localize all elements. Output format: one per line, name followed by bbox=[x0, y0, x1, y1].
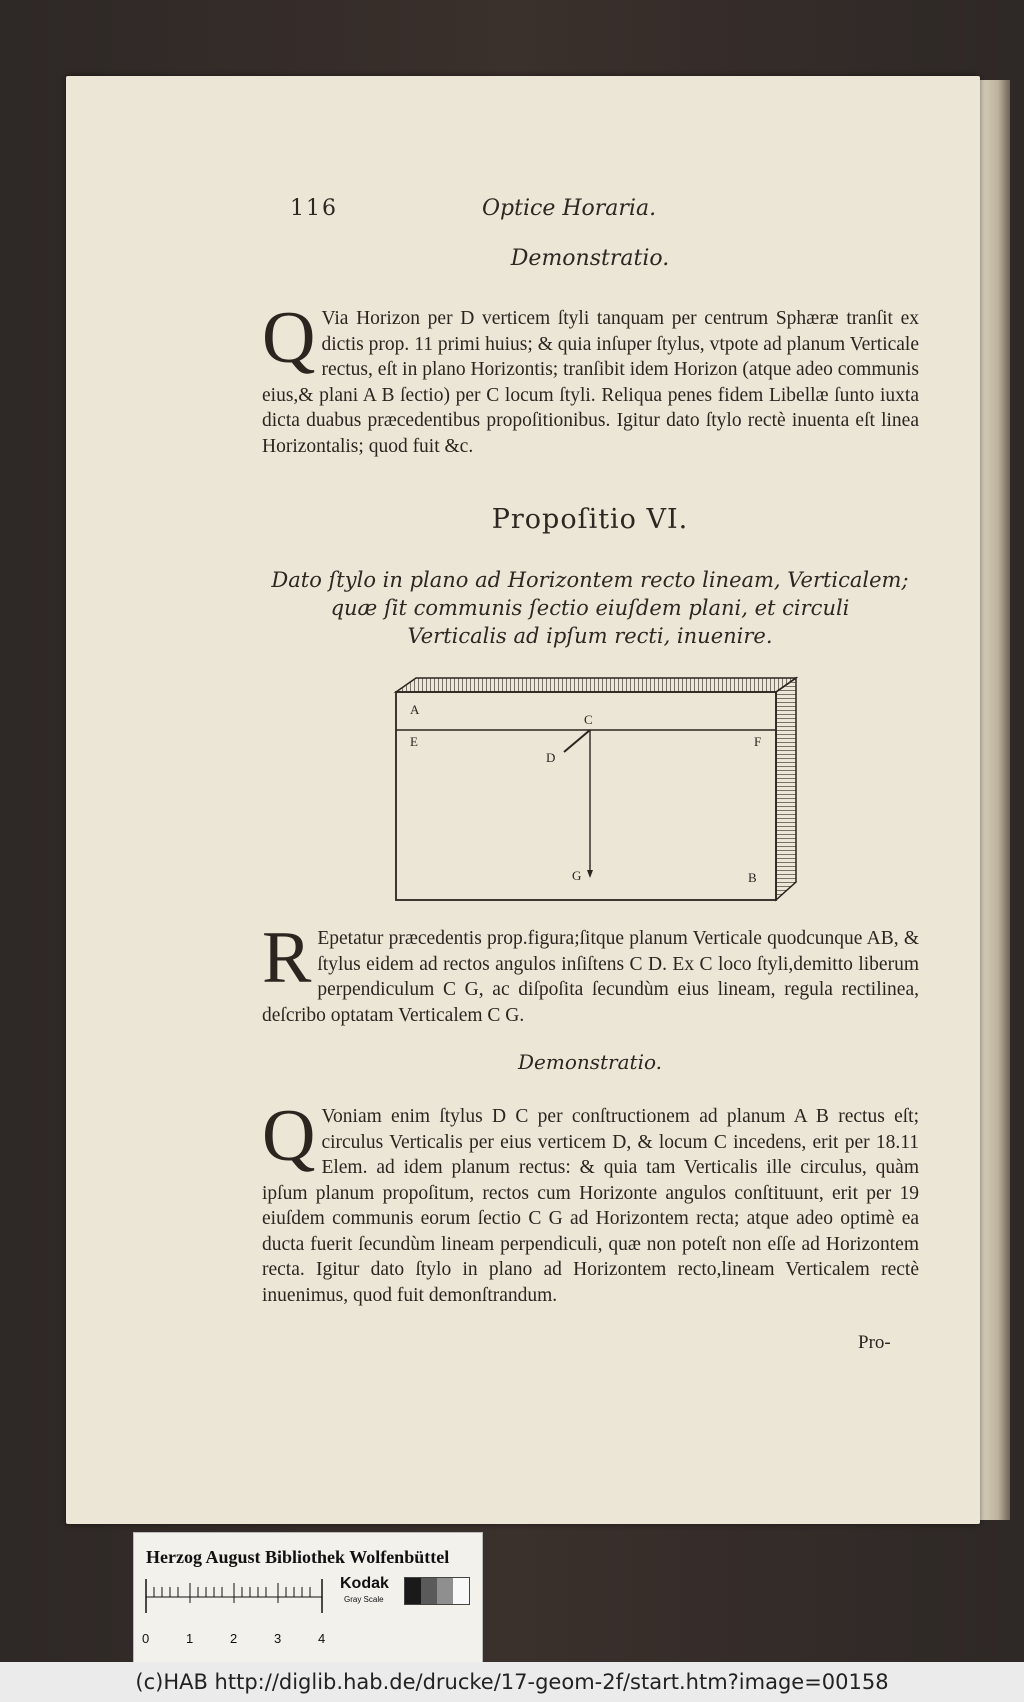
geometric-figure bbox=[390, 674, 810, 906]
proposition-enunciation bbox=[260, 566, 920, 650]
paragraph-text: Voniam enim ſtylus D C per conſtructionem ad planum A B rectus eſt; circulus Verticalis per eius verticem D, & locum C incedens, erit per 18.11 Elem. ad idem planum rectus: & quia tam Verticalis ille circulus, quàm ipſum planum propoſitum, rectos cum Horizonte angulos conſtituunt, erit per 19 eiuſdem communis eorum ſectio C G ad Horizontem recta; atque adeo optimè ea ducta fuerit ſecundùm lineam perpendiculi, quæ non poteſt non eſſe ad Horizontem recta. Igitur dato ſtylo in plano ad Horizontem recto,lineam Verticalem rectè inuenimus, quod fuit demonſtrandum. bbox=[262, 1106, 919, 1306]
ruler-tick: 4 bbox=[318, 1631, 326, 1646]
library-name: Herzog August Bibliothek Wolfenbüttel bbox=[146, 1547, 450, 1567]
ruler bbox=[144, 1577, 324, 1627]
paragraph-text: Epetatur præcedentis prop.figura;ſitque planum Verticale quodcunque AB, & ſtylus eidem ad rectos angulos inſiſtens C D. Ex C loco ſtyli,demitto liberum perpendiculum C G, ac diſpoſita ſecundùm eius lineam, regula rectilinea, deſcribo optatam Verticalem C G. bbox=[262, 928, 919, 1026]
constructio-paragraph bbox=[262, 917, 919, 1028]
enunciation-line: quæ ſit communis ſectio eiuſdem plani, et circuli bbox=[330, 596, 850, 620]
demonstratio-heading-1: Demonstratio. bbox=[510, 246, 670, 271]
copyright-footer: (c)HAB http://diglib.hab.de/drucke/17-geom-2f/start.htm?image=00158 bbox=[0, 1662, 1024, 1702]
page-number: 116 bbox=[290, 196, 338, 221]
demonstratio-paragraph-1 bbox=[262, 297, 919, 459]
demonstratio-heading-2: Demonstratio. bbox=[517, 1050, 663, 1074]
label-d: D bbox=[546, 750, 556, 765]
enunciation-line: Dato ſtylo in plano ad Horizontem recto lineam, Verticalem; bbox=[271, 568, 909, 592]
plane-side-edge bbox=[776, 678, 796, 900]
drop-cap: Q bbox=[262, 1095, 316, 1177]
label-e: E bbox=[410, 734, 418, 749]
label-b: B bbox=[748, 870, 757, 885]
enunciation-line: Verticalis ad ipſum recti, inuenire. bbox=[407, 624, 773, 648]
label-a: A bbox=[410, 702, 420, 717]
kodak-label: Kodak bbox=[340, 1575, 389, 1592]
gray-scale-label: Gray Scale bbox=[344, 1595, 384, 1604]
demonstratio-paragraph-2 bbox=[262, 1095, 919, 1308]
color-calibration-bar bbox=[133, 1532, 483, 1664]
running-head: Optice Horaria. bbox=[482, 196, 657, 221]
plumb-bob bbox=[587, 870, 593, 878]
drop-cap: R bbox=[262, 917, 312, 999]
label-g: G bbox=[572, 868, 582, 883]
facing-page-edge bbox=[980, 80, 1010, 1520]
plane-top-edge bbox=[396, 678, 796, 692]
ruler-tick: 0 bbox=[142, 1631, 150, 1646]
label-f: F bbox=[754, 734, 762, 749]
proposition-title: Propoſitio VI. bbox=[491, 504, 689, 535]
stylus-dc bbox=[564, 730, 590, 752]
paragraph-text: Via Horizon per D verticem ſtyli tanquam per centrum Sphæræ tranſit ex dictis prop. 11 primi huius; & quia inſuper ſtylus, vtpote ad planum Verticale rectus, eſt in plano Horizontis; tranſibit idem Horizon (atque adeo communis eius,& plani A B ſectio) per C locum ſtyli. Reliqua penes fidem Libellæ ſunto iuxta dicta duabus præcedentibus propoſitionibus. Igitur dato ſtylo rectè inuenta eſt linea Horizontalis; quod fuit &c. bbox=[262, 308, 919, 457]
ruler-tick: 2 bbox=[230, 1631, 238, 1646]
ruler-tick: 3 bbox=[274, 1631, 282, 1646]
drop-cap: Q bbox=[262, 297, 316, 379]
label-c: C bbox=[584, 712, 593, 727]
catchword: Pro- bbox=[858, 1332, 891, 1353]
gray-swatches bbox=[404, 1577, 470, 1605]
ruler-tick: 1 bbox=[186, 1631, 194, 1646]
